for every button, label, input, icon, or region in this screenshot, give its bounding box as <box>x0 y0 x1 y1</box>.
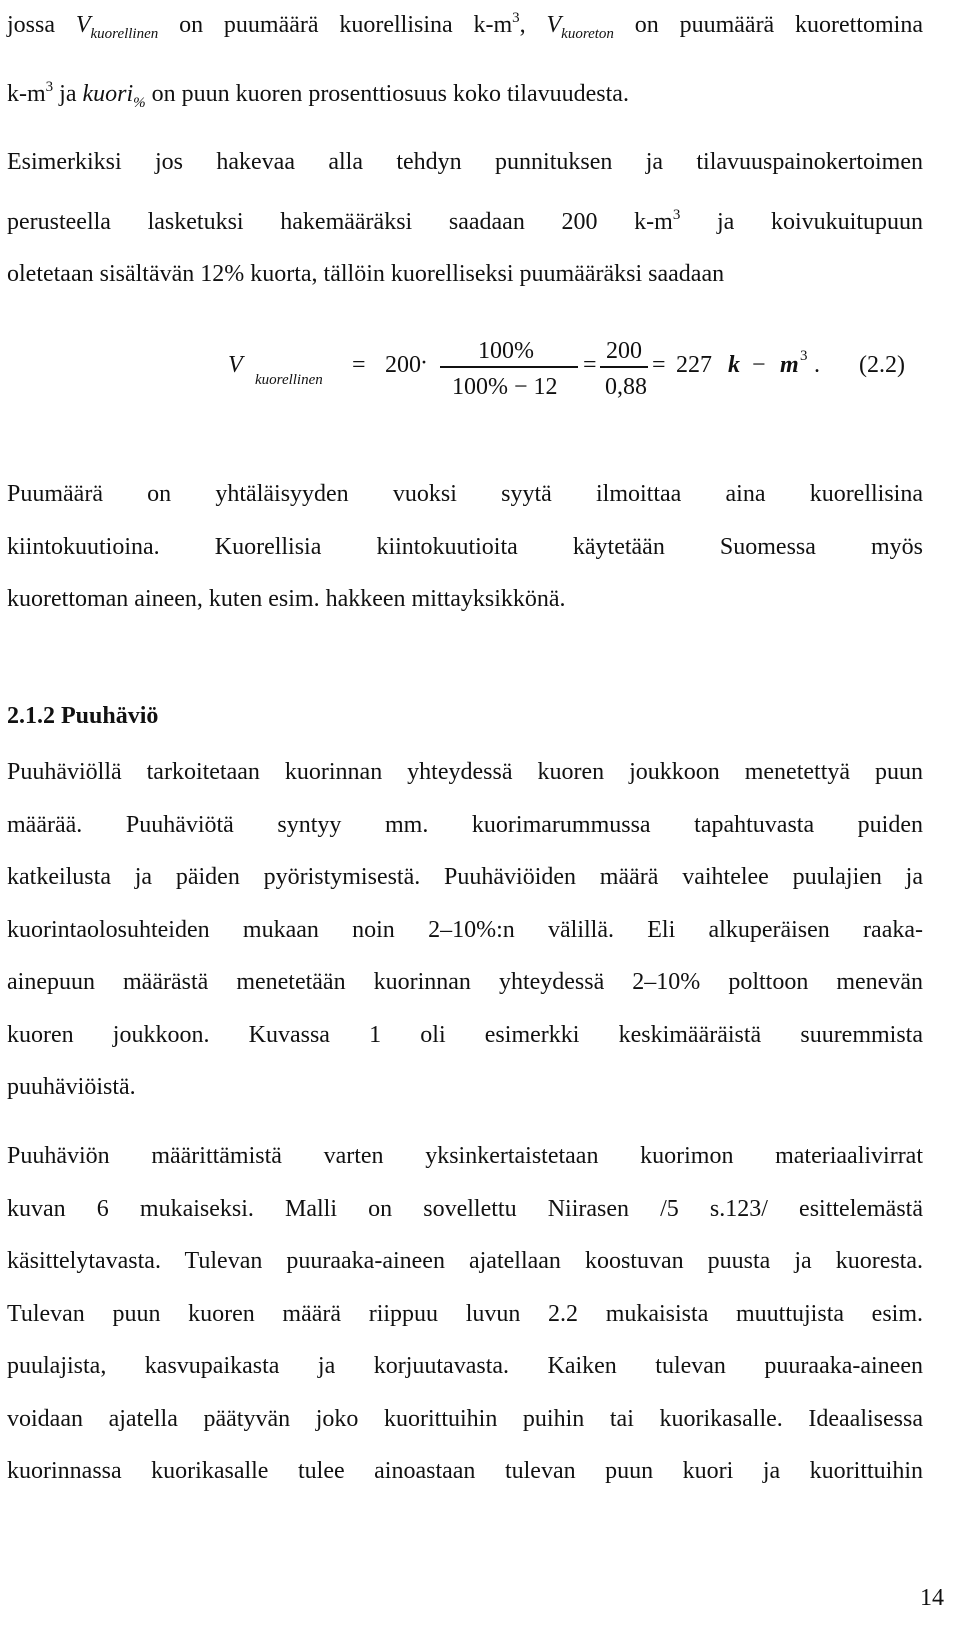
text-line: kuorinnassa kuorikasalle tulee ainoastaan tulevan puun kuori ja kuorittuihin <box>7 1458 923 1484</box>
unit-m: m <box>780 352 799 378</box>
paragraph-example <box>7 136 923 301</box>
page-number: 14 <box>920 1585 944 1611</box>
text-fragment: ja <box>53 80 83 107</box>
text-line: kuorintaolosuhteiden mukaan noin 2–10%:n välillä. Eli alkuperäisen raaka- <box>7 916 923 943</box>
text-fragment: perusteella lasketuksi hakemääräksi saadaan 200 k-m <box>7 208 673 235</box>
subscript: % <box>133 94 146 111</box>
subscript: kuorellinen <box>90 26 159 42</box>
text-line <box>7 61 923 130</box>
fraction-bar <box>600 366 648 368</box>
text-line: kiintokuutioina. Kuorellisia kiintokuutioita käytetään Suomessa myös <box>7 533 923 560</box>
text-line: käsittelytavasta. Tulevan puuraaka-aineen ajatellaan koostuvan puusta ja kuoresta. <box>7 1248 923 1274</box>
paragraph-definitions <box>7 0 923 129</box>
superscript: 3 <box>672 206 681 223</box>
text-line: puulajista, kasvupaikasta ja korjuutavasta. Kaiken tulevan puuraaka-aineen <box>7 1353 923 1379</box>
text-line <box>7 0 923 61</box>
text-fragment: on puun kuoren prosenttiosuus koko tilavuudesta. <box>145 80 629 107</box>
variable-v: V <box>75 12 91 38</box>
equation-2-2 <box>0 330 960 440</box>
text-line: puuhäviöistä. <box>7 1074 136 1100</box>
equation-coefficient: 200 <box>385 352 421 378</box>
text-line: Puuhäviön määrittämistä varten yksinkertaistetaan kuorimon materiaalivirrat <box>7 1143 923 1169</box>
fraction-bar <box>440 366 578 368</box>
equation-period: . <box>814 352 820 378</box>
fraction-numerator: 200 <box>606 338 642 364</box>
text-line: Puumäärä on yhtäläisyyden vuoksi syytä ilmoittaa aina kuorellisina <box>7 481 923 507</box>
text-line: ainepuun määrästä menetetään kuorinnan yhteydessä 2–10% polttoon menevän <box>7 969 923 995</box>
equation-number: (2.2) <box>859 352 905 378</box>
fraction-denominator: 0,88 <box>605 374 647 400</box>
paragraph-note <box>7 468 923 626</box>
text-fragment: , <box>519 12 547 38</box>
fraction-numerator: 100% <box>478 338 534 364</box>
superscript: 3 <box>512 10 520 26</box>
text-line: kuorettoman aineen, kuten esim. hakkeen mittayksikkönä. <box>7 586 566 612</box>
equation-result: 227 <box>676 352 712 378</box>
equation-variable-v: V <box>228 352 243 378</box>
text-line <box>7 189 923 249</box>
text-line: voidaan ajatella päätyvän joko kuorittuihin puihin tai kuorikasalle. Ideaalisessa <box>7 1405 923 1432</box>
text-line: katkeilusta ja päiden pyöristymisestä. Puuhäviöiden määrä vaihtelee puulajien ja <box>7 864 923 890</box>
subscript: kuoreton <box>561 26 614 42</box>
multiplication-dot: · <box>420 350 428 376</box>
variable-kuori: kuori <box>82 80 134 107</box>
text-line: määrää. Puuhäviötä syntyy mm. kuorimarummussa tapahtuvasta puiden <box>7 811 923 838</box>
fraction-denominator: 100% − 12 <box>452 374 558 400</box>
superscript: 3 <box>45 78 54 95</box>
text-line: Puuhäviöllä tarkoitetaan kuorinnan yhteydessä kuoren joukkoon menetettyä puun <box>7 759 923 785</box>
text-fragment: jossa <box>7 12 76 38</box>
unit-k: k <box>728 352 740 378</box>
text-line: kuvan 6 mukaiseksi. Malli on sovellettu Niirasen /5 s.123/ esittelemästä <box>7 1195 923 1222</box>
equals-sign: = <box>583 352 597 378</box>
unit-exponent: 3 <box>800 348 808 364</box>
text-fragment: on puumäärä kuorettomina <box>613 12 924 38</box>
equals-sign: = <box>352 352 366 378</box>
equation-subscript: kuorellinen <box>255 372 323 388</box>
equals-sign: = <box>652 352 666 378</box>
text-line: oletetaan sisältävän 12% kuorta, tällöin kuorelliseksi puumääräksi saadaan <box>7 261 725 287</box>
paragraph-wood-loss <box>7 746 923 1114</box>
text-line: Esimerkiksi jos hakevaa alla tehdyn punnituksen ja tilavuuspainokertoimen <box>7 149 923 175</box>
section-heading: 2.1.2 Puuhäviö <box>7 703 159 729</box>
text-line: Tulevan puun kuoren määrä riippuu luvun 2.2 mukaisista muuttujista esim. <box>7 1300 923 1327</box>
paragraph-model <box>7 1130 923 1498</box>
text-fragment: ja koivukuitupuun <box>680 208 923 235</box>
text-line: kuoren joukkoon. Kuvassa 1 oli esimerkki keskimääräistä suuremmista <box>7 1021 923 1048</box>
variable-v: V <box>546 12 562 38</box>
text-fragment: k-m <box>7 80 46 107</box>
minus-sign: − <box>752 352 766 378</box>
text-fragment: on puumäärä kuorellisina k-m <box>158 12 513 38</box>
